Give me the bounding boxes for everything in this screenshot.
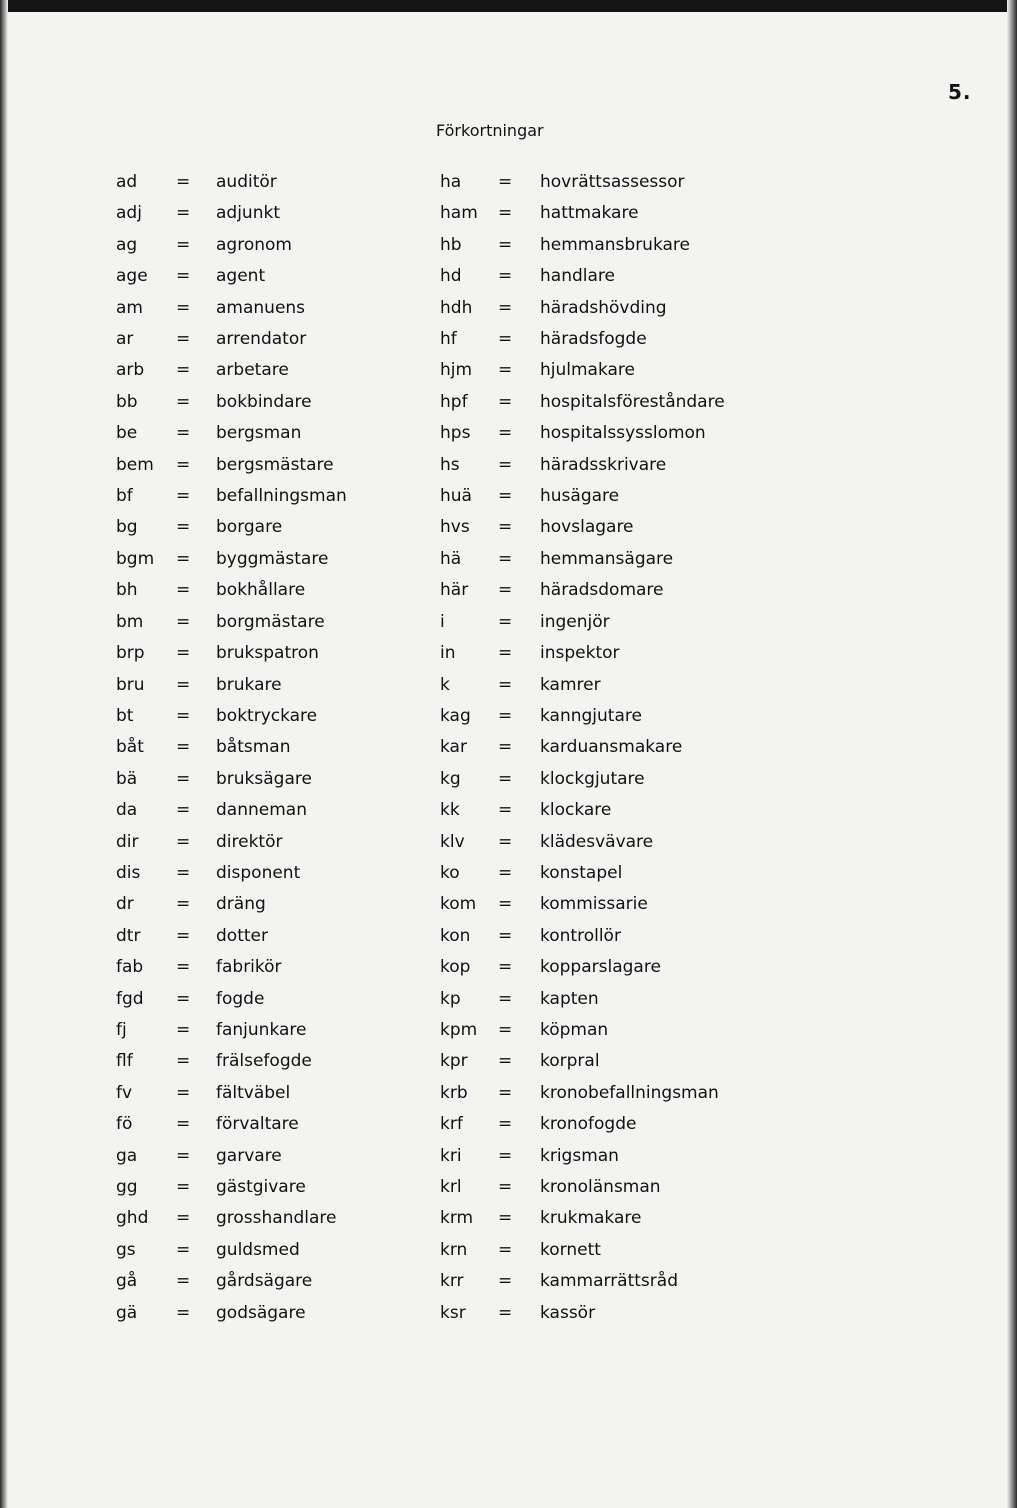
abbreviation: kon: [440, 925, 471, 946]
abbreviation-meaning: bruksägare: [216, 768, 312, 789]
scan-edge-right: [1007, 0, 1017, 1508]
abbreviation: bb: [116, 391, 138, 412]
abbreviation: gå: [116, 1271, 138, 1292]
equals-sign: =: [176, 360, 191, 381]
abbreviation-meaning: gårdsägare: [216, 1271, 313, 1292]
abbreviation: krl: [440, 1177, 462, 1197]
abbreviation-meaning: danneman: [216, 800, 307, 821]
abbreviation: ad: [116, 172, 138, 192]
equals-sign: =: [498, 1145, 513, 1166]
equals-sign: =: [498, 486, 513, 507]
equals-sign: =: [498, 297, 513, 318]
abbreviation-meaning: direktör: [216, 831, 283, 852]
abbreviation: bru: [116, 674, 145, 695]
equals-sign: =: [176, 234, 191, 255]
equals-sign: =: [176, 1082, 191, 1103]
equals-sign: =: [498, 1271, 513, 1292]
abbreviation-meaning: häradshövding: [540, 297, 667, 318]
equals-sign: =: [498, 674, 513, 695]
abbreviation-meaning: klockare: [540, 800, 612, 821]
abbreviation-meaning: arbetare: [216, 360, 289, 381]
abbreviation-meaning: disponent: [216, 862, 301, 883]
abbreviation: bf: [116, 486, 133, 507]
equals-sign: =: [498, 1114, 513, 1135]
equals-sign: =: [498, 705, 513, 726]
abbreviation: hps: [440, 423, 471, 444]
equals-sign: =: [176, 611, 191, 632]
abbreviation: k: [440, 674, 450, 695]
abbreviation: fö: [116, 1114, 133, 1135]
equals-sign: =: [498, 988, 513, 1009]
equals-sign: =: [176, 454, 191, 475]
equals-sign: =: [176, 1145, 191, 1166]
abbreviation-meaning: bokhållare: [216, 580, 306, 601]
equals-sign: =: [498, 1082, 513, 1103]
equals-sign: =: [498, 737, 513, 758]
abbreviation-meaning: kassör: [540, 1302, 596, 1323]
abbreviation: kk: [440, 800, 460, 821]
abbreviation-meaning: klädesvävare: [540, 831, 654, 852]
abbreviation-meaning: grosshandlare: [216, 1208, 337, 1229]
abbreviation-meaning: agent: [216, 266, 266, 287]
equals-sign: =: [176, 391, 191, 412]
abbreviation-meaning: frälsefogde: [216, 1051, 312, 1072]
equals-sign: =: [498, 957, 513, 978]
equals-sign: =: [176, 737, 191, 758]
equals-sign: =: [498, 391, 513, 412]
equals-sign: =: [498, 831, 513, 852]
abbreviation-meaning: bokbindare: [216, 391, 312, 412]
abbreviation-meaning: hospitalsföreståndare: [540, 391, 725, 412]
abbreviation-meaning: kapten: [540, 988, 599, 1009]
equals-sign: =: [176, 517, 191, 538]
abbreviation: krm: [440, 1208, 474, 1229]
abbreviation: hjm: [440, 360, 473, 381]
abbreviation: dtr: [116, 925, 141, 946]
abbreviation-meaning: häradsfogde: [540, 329, 647, 350]
abbreviation: fab: [116, 957, 144, 978]
abbreviation: krn: [440, 1239, 468, 1260]
abbreviation-meaning: kornett: [540, 1239, 601, 1260]
equals-sign: =: [176, 1208, 191, 1229]
equals-sign: =: [176, 674, 191, 695]
equals-sign: =: [176, 1302, 191, 1323]
abbreviation: kp: [440, 988, 461, 1009]
abbreviation: arb: [116, 360, 145, 381]
abbreviation-meaning: hovslagare: [540, 517, 634, 538]
abbreviation-meaning: förvaltare: [216, 1114, 299, 1135]
abbreviation-meaning: kammarrättsråd: [540, 1271, 678, 1292]
abbreviation-meaning: hospitalssysslomon: [540, 423, 706, 444]
abbreviation: kg: [440, 768, 461, 789]
equals-sign: =: [176, 894, 191, 915]
abbreviation-meaning: agronom: [216, 234, 292, 255]
abbreviation-meaning: boktryckare: [216, 705, 318, 726]
abbreviation: hpf: [440, 391, 468, 412]
abbreviation-meaning: hjulmakare: [540, 360, 636, 381]
equals-sign: =: [498, 643, 513, 664]
equals-sign: =: [498, 517, 513, 538]
abbreviation-meaning: fabrikör: [216, 957, 282, 978]
abbreviation-meaning: ingenjör: [540, 611, 610, 632]
equals-sign: =: [498, 1051, 513, 1072]
abbreviation-meaning: krigsman: [540, 1145, 619, 1166]
abbreviation-meaning: amanuens: [216, 297, 306, 318]
equals-sign: =: [176, 925, 191, 946]
equals-sign: =: [498, 1239, 513, 1260]
abbreviation: huä: [440, 486, 472, 507]
equals-sign: =: [176, 1114, 191, 1135]
abbreviation: i: [440, 611, 445, 632]
abbreviation: gs: [116, 1239, 136, 1260]
abbreviation: fgd: [116, 988, 144, 1009]
abbreviation: bg: [116, 517, 138, 538]
abbreviation-meaning: godsägare: [216, 1302, 306, 1323]
abbreviation-meaning: kontrollör: [540, 925, 621, 946]
abbreviation-meaning: bergsmästare: [216, 454, 334, 475]
abbreviation-meaning: köpman: [540, 1019, 609, 1040]
abbreviation: age: [116, 266, 148, 287]
abbreviation-meaning: dotter: [216, 925, 268, 946]
abbreviation: krr: [440, 1271, 464, 1292]
abbreviation: dis: [116, 862, 141, 883]
equals-sign: =: [176, 486, 191, 507]
equals-sign: =: [176, 297, 191, 318]
abbreviation: bm: [116, 611, 144, 632]
equals-sign: =: [176, 266, 191, 287]
abbreviation: hdh: [440, 297, 473, 318]
abbreviation-meaning: konstapel: [540, 862, 623, 883]
abbreviation: kar: [440, 737, 467, 758]
equals-sign: =: [498, 925, 513, 946]
abbreviation-meaning: arrendator: [216, 329, 307, 350]
equals-sign: =: [498, 548, 513, 569]
abbreviation-meaning: adjunkt: [216, 203, 280, 224]
abbreviation: bh: [116, 580, 138, 601]
equals-sign: =: [176, 203, 191, 224]
abbreviation-meaning: dräng: [216, 894, 266, 915]
abbreviation: ghd: [116, 1208, 149, 1229]
abbreviation-meaning: befallningsman: [216, 486, 347, 507]
abbreviation: hvs: [440, 517, 470, 538]
abbreviation-meaning: klockgjutare: [540, 768, 645, 789]
equals-sign: =: [176, 329, 191, 350]
equals-sign: =: [176, 705, 191, 726]
scan-edge-top: [0, 0, 1017, 12]
abbreviation: hf: [440, 329, 457, 350]
abbreviation: kom: [440, 894, 477, 915]
abbreviation-meaning: husägare: [540, 486, 620, 507]
scan-edge-left: [0, 0, 8, 1508]
abbreviation: kpr: [440, 1051, 468, 1072]
equals-sign: =: [176, 1051, 191, 1072]
abbreviation-meaning: krukmakare: [540, 1208, 642, 1229]
equals-sign: =: [498, 1177, 513, 1197]
abbreviation-meaning: kopparslagare: [540, 957, 661, 978]
abbreviation-meaning: båtsman: [216, 737, 291, 758]
equals-sign: =: [176, 1177, 191, 1197]
equals-sign: =: [498, 329, 513, 350]
abbreviation: hä: [440, 548, 462, 569]
abbreviation: flf: [116, 1051, 133, 1072]
abbreviation: här: [440, 580, 469, 601]
abbreviation: dir: [116, 831, 139, 852]
abbreviation: gg: [116, 1177, 138, 1197]
abbreviation-meaning: kanngjutare: [540, 705, 642, 726]
abbreviation: ar: [116, 329, 134, 350]
equals-sign: =: [498, 360, 513, 381]
abbreviation: bgm: [116, 548, 155, 569]
abbreviation-meaning: fogde: [216, 988, 265, 1009]
equals-sign: =: [176, 957, 191, 978]
abbreviation: brp: [116, 643, 145, 664]
equals-sign: =: [176, 580, 191, 601]
page-title: Förkortningar: [436, 121, 544, 140]
equals-sign: =: [498, 423, 513, 444]
equals-sign: =: [176, 1271, 191, 1292]
abbreviation-meaning: korpral: [540, 1051, 600, 1072]
equals-sign: =: [176, 800, 191, 821]
equals-sign: =: [176, 423, 191, 444]
abbreviation-meaning: borgmästare: [216, 611, 325, 632]
abbreviation: hd: [440, 266, 462, 287]
abbreviation: ha: [440, 172, 462, 192]
abbreviation: ham: [440, 203, 478, 224]
abbreviation: bä: [116, 768, 138, 789]
abbreviation-meaning: bergsman: [216, 423, 302, 444]
abbreviation: båt: [116, 737, 144, 758]
equals-sign: =: [176, 1239, 191, 1260]
equals-sign: =: [498, 1019, 513, 1040]
abbreviation: bt: [116, 705, 134, 726]
equals-sign: =: [498, 234, 513, 255]
abbreviation-meaning: handlare: [540, 266, 615, 287]
equals-sign: =: [498, 172, 513, 192]
equals-sign: =: [498, 203, 513, 224]
abbreviation: krf: [440, 1114, 463, 1135]
equals-sign: =: [176, 172, 191, 192]
abbreviation: hs: [440, 454, 460, 475]
abbreviation-meaning: hattmakare: [540, 203, 639, 224]
abbreviation-meaning: kronofogde: [540, 1114, 637, 1135]
abbreviation: ksr: [440, 1302, 466, 1323]
abbreviation: am: [116, 297, 143, 318]
equals-sign: =: [498, 862, 513, 883]
abbreviation-meaning: gästgivare: [216, 1177, 306, 1197]
equals-sign: =: [498, 1302, 513, 1323]
abbreviation: ko: [440, 862, 460, 883]
abbreviation: gä: [116, 1302, 138, 1323]
abbreviation-meaning: kronolänsman: [540, 1177, 661, 1197]
equals-sign: =: [176, 1019, 191, 1040]
abbreviation: in: [440, 643, 456, 664]
equals-sign: =: [498, 894, 513, 915]
abbreviation: fj: [116, 1019, 127, 1040]
abbreviation-meaning: hemmansbrukare: [540, 234, 690, 255]
equals-sign: =: [176, 988, 191, 1009]
abbreviation: fv: [116, 1082, 133, 1103]
abbreviation: kop: [440, 957, 471, 978]
abbreviation: klv: [440, 831, 465, 852]
abbreviation-meaning: karduansmakare: [540, 737, 683, 758]
equals-sign: =: [176, 831, 191, 852]
abbreviation: adj: [116, 203, 142, 224]
abbreviation-meaning: kronobefallningsman: [540, 1082, 719, 1103]
abbreviation: bem: [116, 454, 154, 475]
abbreviation: krb: [440, 1082, 468, 1103]
abbreviation: dr: [116, 894, 134, 915]
abbreviation: be: [116, 423, 138, 444]
abbreviation-meaning: borgare: [216, 517, 283, 538]
abbreviation: da: [116, 800, 138, 821]
abbreviation-meaning: brukare: [216, 674, 282, 695]
abbreviation: ag: [116, 234, 138, 255]
equals-sign: =: [498, 611, 513, 632]
abbreviation-meaning: häradsskrivare: [540, 454, 667, 475]
abbreviation: kpm: [440, 1019, 478, 1040]
abbreviation-meaning: auditör: [216, 172, 277, 192]
abbreviation-meaning: fanjunkare: [216, 1019, 307, 1040]
equals-sign: =: [498, 800, 513, 821]
equals-sign: =: [498, 266, 513, 287]
equals-sign: =: [498, 768, 513, 789]
equals-sign: =: [176, 548, 191, 569]
abbreviation: kag: [440, 705, 471, 726]
abbreviation-meaning: garvare: [216, 1145, 282, 1166]
page-number: 5.: [948, 80, 972, 104]
equals-sign: =: [498, 1208, 513, 1229]
abbreviation-meaning: byggmästare: [216, 548, 329, 569]
equals-sign: =: [176, 643, 191, 664]
equals-sign: =: [176, 862, 191, 883]
abbreviation-meaning: kamrer: [540, 674, 601, 695]
equals-sign: =: [176, 768, 191, 789]
abbreviation-meaning: guldsmed: [216, 1239, 300, 1260]
abbreviation-meaning: inspektor: [540, 643, 620, 664]
equals-sign: =: [498, 580, 513, 601]
abbreviation-meaning: hovrättsassessor: [540, 172, 685, 192]
abbreviation: hb: [440, 234, 462, 255]
abbreviation: kri: [440, 1145, 462, 1166]
abbreviation-meaning: kommissarie: [540, 894, 648, 915]
equals-sign: =: [498, 454, 513, 475]
abbreviation: ga: [116, 1145, 138, 1166]
abbreviation-meaning: fältväbel: [216, 1082, 291, 1103]
abbreviation-meaning: häradsdomare: [540, 580, 664, 601]
abbreviation-meaning: brukspatron: [216, 643, 319, 664]
abbreviation-meaning: hemmansägare: [540, 548, 674, 569]
